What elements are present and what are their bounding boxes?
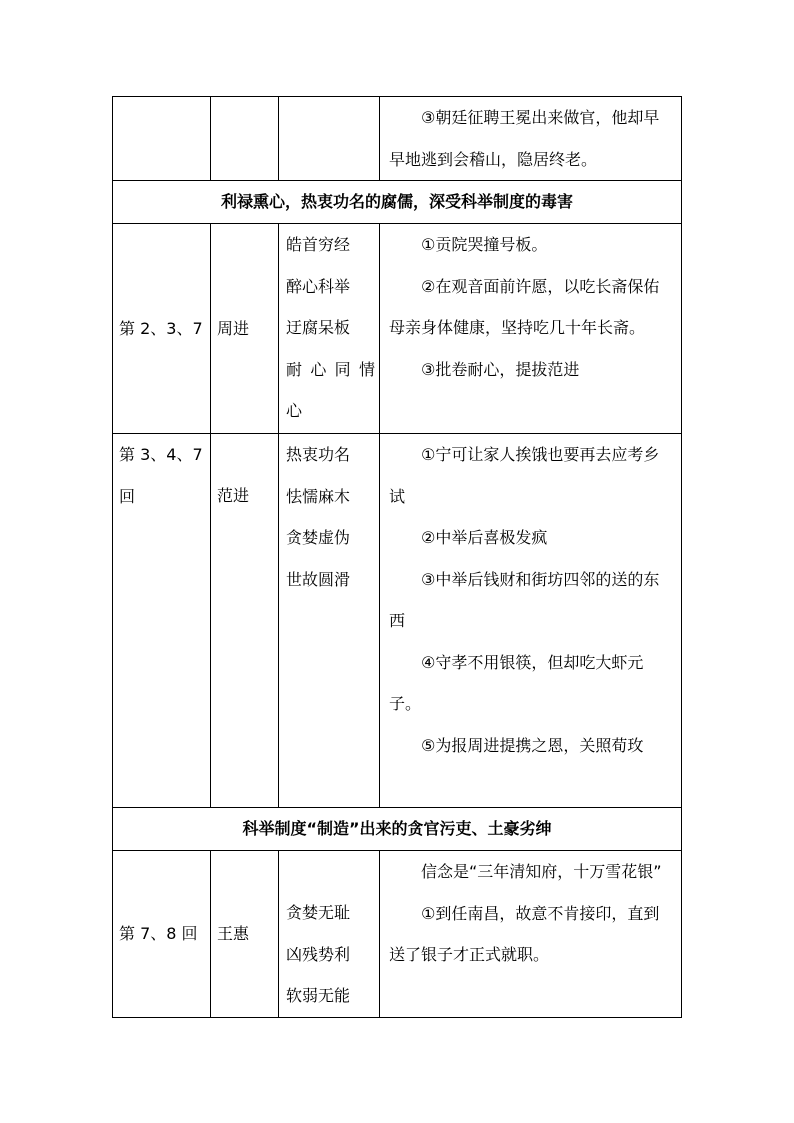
table-row-wanghui (113, 851, 682, 1018)
trait-line: 迂腐呆板 (286, 318, 351, 337)
trait-line: 凶残势利 (286, 944, 351, 964)
trait-line: 皓首穷经 (286, 235, 351, 254)
traits-cell (279, 97, 380, 181)
events-cell (380, 97, 682, 181)
event-item: ③批卷耐心，提拔范进 (421, 359, 580, 379)
section-title: 利禄熏心，热衷功名的腐儒，深受科举制度的毒害 (113, 181, 682, 224)
trait-line: 耐心同情 (286, 359, 375, 379)
name-cell: 王惠 (211, 851, 279, 1018)
chapter-cell: 第 3、4、7 回 (113, 434, 211, 808)
event-item: ①贡院哭撞号板。 (421, 235, 548, 254)
events-cell (380, 224, 682, 434)
chapter-cell: 第 2、3、7 (113, 224, 211, 434)
event-item: ③朝廷征聘王冕出来做官，他却早早地逃到会稽山，隐居终老。 (389, 108, 660, 169)
name-cell: 周进 (211, 224, 279, 434)
character-table (112, 96, 682, 1018)
event-item: ④守孝不用银筷，但却吃大虾元子。 (389, 652, 644, 713)
trait-line: 心 (286, 401, 303, 420)
event-item: ①到任南昌，故意不肯接印，直到送了银子才正式就职。 (389, 903, 660, 964)
trait-line: 热衷功名 (286, 445, 351, 464)
trait-line: 醉心科举 (286, 276, 351, 296)
trait-line: 软弱无能 (286, 986, 351, 1005)
table-row-zhoujin (113, 224, 682, 434)
section-title: 科举制度“制造”出来的贪官污吏、土豪劣绅 (113, 808, 682, 851)
traits-cell (279, 434, 380, 808)
event-item: ⑤为报周进提携之恩，关照荀玫 (421, 735, 644, 755)
chapter-cell: 第 7、8 回 (113, 851, 211, 1018)
section-header-row (113, 181, 682, 224)
trait-line: 世故圆滑 (286, 569, 351, 589)
event-item: ①宁可让家人挨饿也要再去应考乡试 (389, 445, 660, 506)
event-item: ②中举后喜极发疯 (421, 528, 548, 547)
trait-line: 贪婪虚伪 (286, 528, 351, 547)
trait-line: 怯懦麻木 (286, 486, 351, 506)
section-header-row (113, 808, 682, 851)
chapter-cell (113, 97, 211, 181)
traits-cell (279, 851, 380, 1018)
name-cell (211, 97, 279, 181)
table-row-continued (113, 97, 682, 181)
event-item: ③中举后钱财和街坊四邻的送的东西 (389, 569, 660, 630)
events-cell (380, 434, 682, 808)
event-item: ②在观音面前许愿，以吃长斋保佑母亲身体健康，坚持吃几十年长斋。 (389, 276, 660, 337)
table-row-fanjin (113, 434, 682, 808)
trait-line: 贪婪无耻 (286, 903, 351, 922)
traits-cell (279, 224, 380, 434)
event-item: 信念是“三年清知府，十万雪花银” (421, 862, 662, 881)
events-cell (380, 851, 682, 1018)
name-cell: 范进 (211, 434, 279, 808)
